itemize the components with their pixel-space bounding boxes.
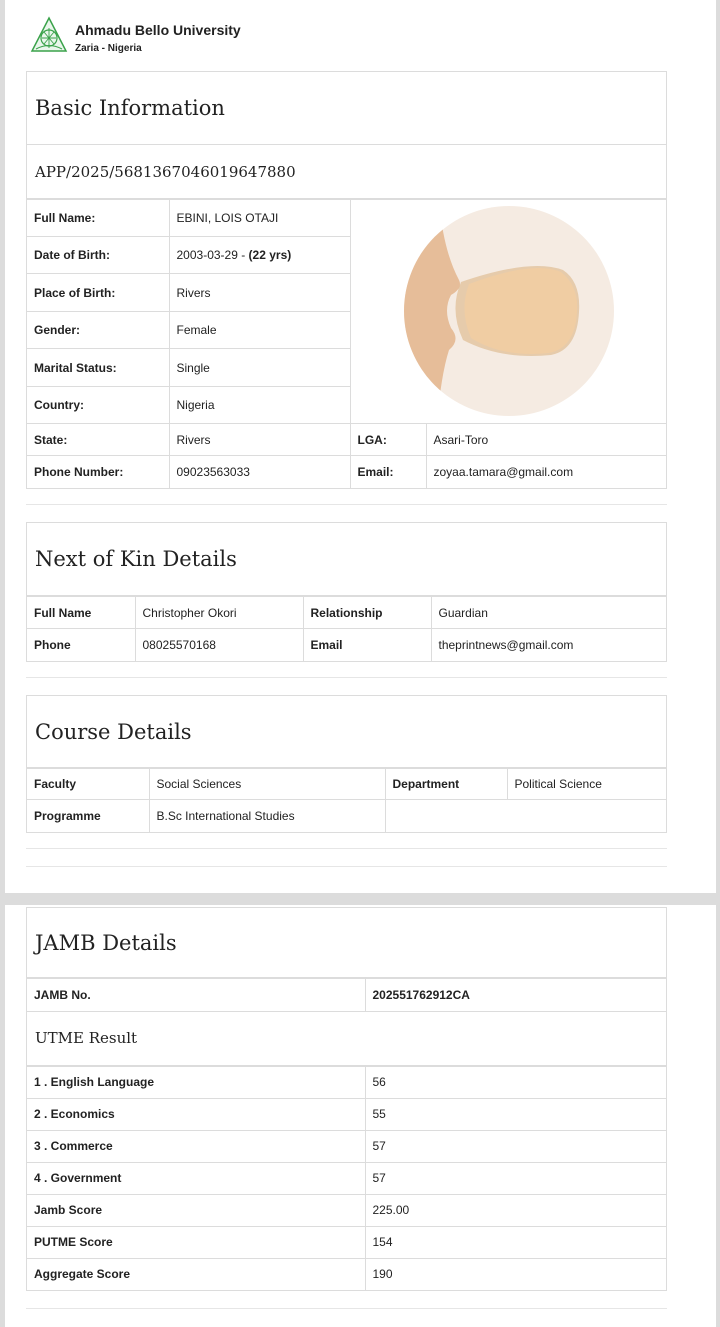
- email-value: zoyaa.tamara@gmail.com: [426, 456, 666, 488]
- course-details-section: [26, 695, 667, 833]
- utme-subject-label: Jamb Score: [27, 1194, 365, 1226]
- basic-info-table: [27, 199, 666, 488]
- university-logo-icon: [30, 16, 68, 54]
- photo-cell: [350, 200, 666, 424]
- pob-label: Place of Birth:: [27, 274, 169, 312]
- marital-label: Marital Status:: [27, 349, 169, 387]
- next-of-kin-section: [26, 522, 667, 662]
- kin-email-value: theprintnews@gmail.com: [431, 629, 666, 661]
- full-name-label: Full Name:: [27, 200, 169, 237]
- divider: [26, 1308, 667, 1309]
- dob-label: Date of Birth:: [27, 237, 169, 274]
- table-row: [27, 1130, 666, 1162]
- dob-value: [169, 237, 350, 274]
- lga-label: LGA:: [350, 424, 426, 456]
- utme-score-value: 225.00: [365, 1194, 666, 1226]
- table-row: [27, 629, 666, 661]
- age-value: (22 yrs): [248, 248, 292, 262]
- document-page-1: [5, 0, 716, 893]
- utme-score-value: 56: [365, 1066, 666, 1098]
- utme-score-value: 57: [365, 1130, 666, 1162]
- phone-label: Phone Number:: [27, 456, 169, 488]
- utme-score-value: 57: [365, 1162, 666, 1194]
- divider: [26, 848, 667, 849]
- table-row: [27, 1194, 666, 1226]
- divider: [26, 866, 667, 867]
- table-row: [27, 769, 666, 800]
- utme-subject-label: 3 . Commerce: [27, 1130, 365, 1162]
- table-row: [27, 1226, 666, 1258]
- kin-email-label: Email: [303, 629, 431, 661]
- jamb-details-section: [26, 907, 667, 1291]
- department-label: Department: [385, 769, 507, 800]
- pob-value: Rivers: [169, 274, 350, 312]
- utme-subject-label: 2 . Economics: [27, 1098, 365, 1130]
- email-label: Email:: [350, 456, 426, 488]
- utme-subject-label: 4 . Government: [27, 1162, 365, 1194]
- table-row: [27, 597, 666, 629]
- gender-value: Female: [169, 312, 350, 349]
- university-location: Zaria - Nigeria: [75, 43, 142, 54]
- utme-result-table: [27, 1066, 666, 1291]
- utme-subject-label: Aggregate Score: [27, 1258, 365, 1290]
- department-value: Political Science: [507, 769, 666, 800]
- faculty-label: Faculty: [27, 769, 149, 800]
- section-title: Basic Information: [27, 72, 666, 145]
- dob-date: 2003-03-29 -: [176, 248, 249, 262]
- table-row: [27, 800, 666, 832]
- utme-subject-label: PUTME Score: [27, 1226, 365, 1258]
- state-label: State:: [27, 424, 169, 456]
- table-row: [27, 200, 666, 237]
- full-name-value: EBINI, LOIS OTAJI: [169, 200, 350, 237]
- university-name: Ahmadu Bello University: [75, 22, 241, 38]
- lga-value: Asari-Toro: [426, 424, 666, 456]
- kin-phone-label: Phone: [27, 629, 135, 661]
- utme-score-value: 190: [365, 1258, 666, 1290]
- utme-subject-label: 1 . English Language: [27, 1066, 365, 1098]
- document-page-2: [5, 905, 716, 1327]
- empty-cell: [385, 800, 666, 832]
- table-row: [27, 979, 666, 1011]
- kin-relationship-label: Relationship: [303, 597, 431, 629]
- programme-value: B.Sc International Studies: [149, 800, 385, 832]
- kin-relationship-value: Guardian: [431, 597, 666, 629]
- marital-value: Single: [169, 349, 350, 387]
- divider: [26, 504, 667, 505]
- kin-table: [27, 596, 666, 661]
- course-table: [27, 768, 666, 832]
- utme-result-title: UTME Result: [27, 1011, 666, 1066]
- table-row: [27, 1066, 666, 1098]
- application-number: APP/2025/5681367046019647880: [27, 145, 666, 199]
- table-row: [27, 1258, 666, 1290]
- section-title: Next of Kin Details: [27, 523, 666, 596]
- kin-name-value: Christopher Okori: [135, 597, 303, 629]
- jamb-number-label: JAMB No.: [27, 979, 365, 1011]
- applicant-photo: [351, 200, 667, 423]
- utme-score-value: 154: [365, 1226, 666, 1258]
- country-label: Country:: [27, 387, 169, 424]
- table-row: [27, 1162, 666, 1194]
- kin-name-label: Full Name: [27, 597, 135, 629]
- state-value: Rivers: [169, 424, 350, 456]
- table-row: [27, 424, 666, 456]
- divider: [26, 677, 667, 678]
- faculty-value: Social Sciences: [149, 769, 385, 800]
- kin-phone-value: 08025570168: [135, 629, 303, 661]
- phone-value: 09023563033: [169, 456, 350, 488]
- section-title: Course Details: [27, 696, 666, 768]
- table-row: [27, 456, 666, 488]
- jamb-number-value: 202551762912CA: [365, 979, 666, 1011]
- country-value: Nigeria: [169, 387, 350, 424]
- section-title: JAMB Details: [27, 908, 666, 978]
- programme-label: Programme: [27, 800, 149, 832]
- jamb-number-table: [27, 978, 666, 1011]
- gender-label: Gender:: [27, 312, 169, 349]
- table-row: [27, 1098, 666, 1130]
- utme-score-value: 55: [365, 1098, 666, 1130]
- basic-information-section: [26, 71, 667, 489]
